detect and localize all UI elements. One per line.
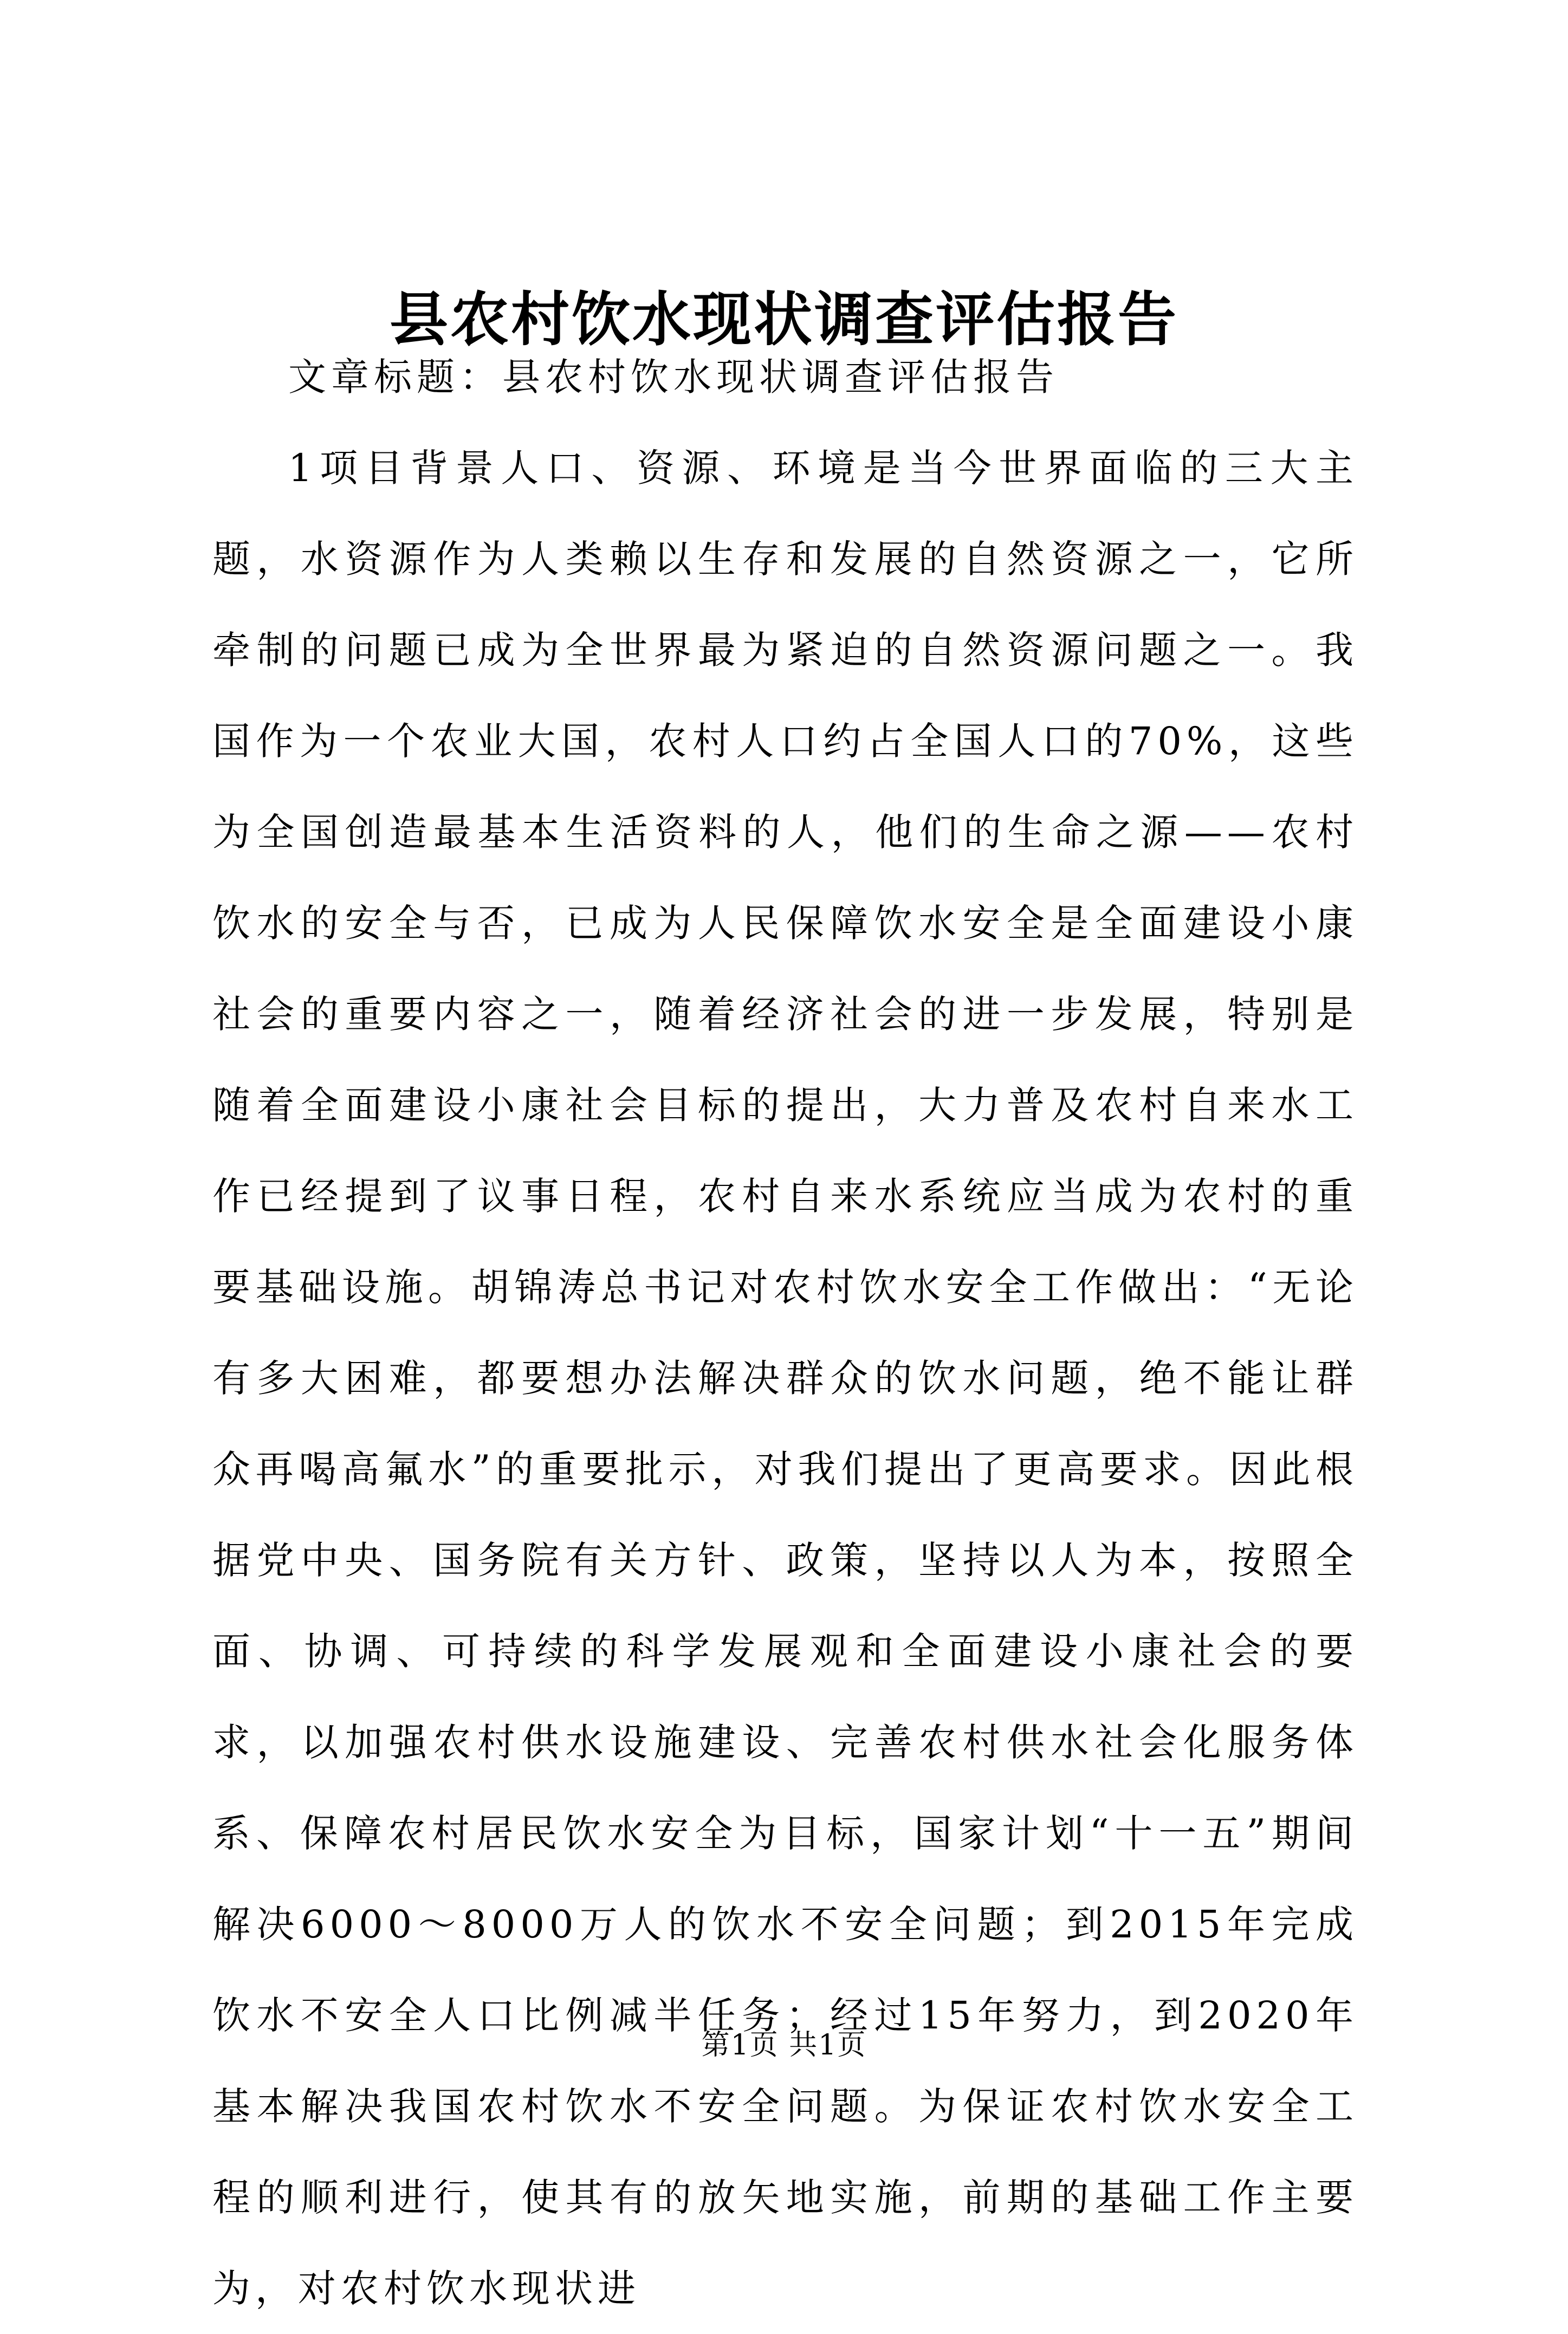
article-title-line: 文章标题：县农村饮水现状调查评估报告 bbox=[288, 355, 1059, 399]
body-paragraph: 1项目背景人口、资源、环境是当今世界面临的三大主题，水资源作为人类赖以生存和发展的自然资源之一，它所牵制的问题已成为全世界最为紧迫的自然资源问题之一。我国作为一个农业大国，农村人口约占全国人口的70%，这些为全国创造最基本生活资料的人，他们的生命之源——农村饮水的安全与否，已成为人民保障饮水安全是全面建设小康社会的重要内容之一，随着经济社会的进一步发展，特别是随着全面建设小康社会目标的提出，大力普及农村自来水工作已经提到了议事日程，农村自来水系统应当成为农村的重要基础设施。胡锦涛总书记对农村饮水安全工作做出：“无论有多大困难，都要想办法解决群众的饮水问题，绝不能让群众再喝高氟水”的重要批示，对我们提出了更高要求。因此根据党中央、国务院有关方针、政策，坚持以人为本，按照全面、协调、可持续的科学发展观和全面建设小康社会的要求，以加强农村供水设施建设、完善农村供水社会化服务体系、保障农村居民饮水安全为目标，国家计划“十一五”期间解决6000～8000万人的饮水不安全问题；到2015年完成饮水不安全人口比例减半任务；经过15年努力，到2020年基本解决我国农村饮水不安全问题。为保证农村饮水安全工程的顺利进行，使其有的放矢地实施，前期的基础工作主要为，对农村饮水现状进 bbox=[212, 446, 1358, 2311]
page-footer: 第1页 共1页 bbox=[701, 2029, 867, 2061]
document-title: 县农村饮水现状调查评估报告 bbox=[389, 286, 1178, 354]
